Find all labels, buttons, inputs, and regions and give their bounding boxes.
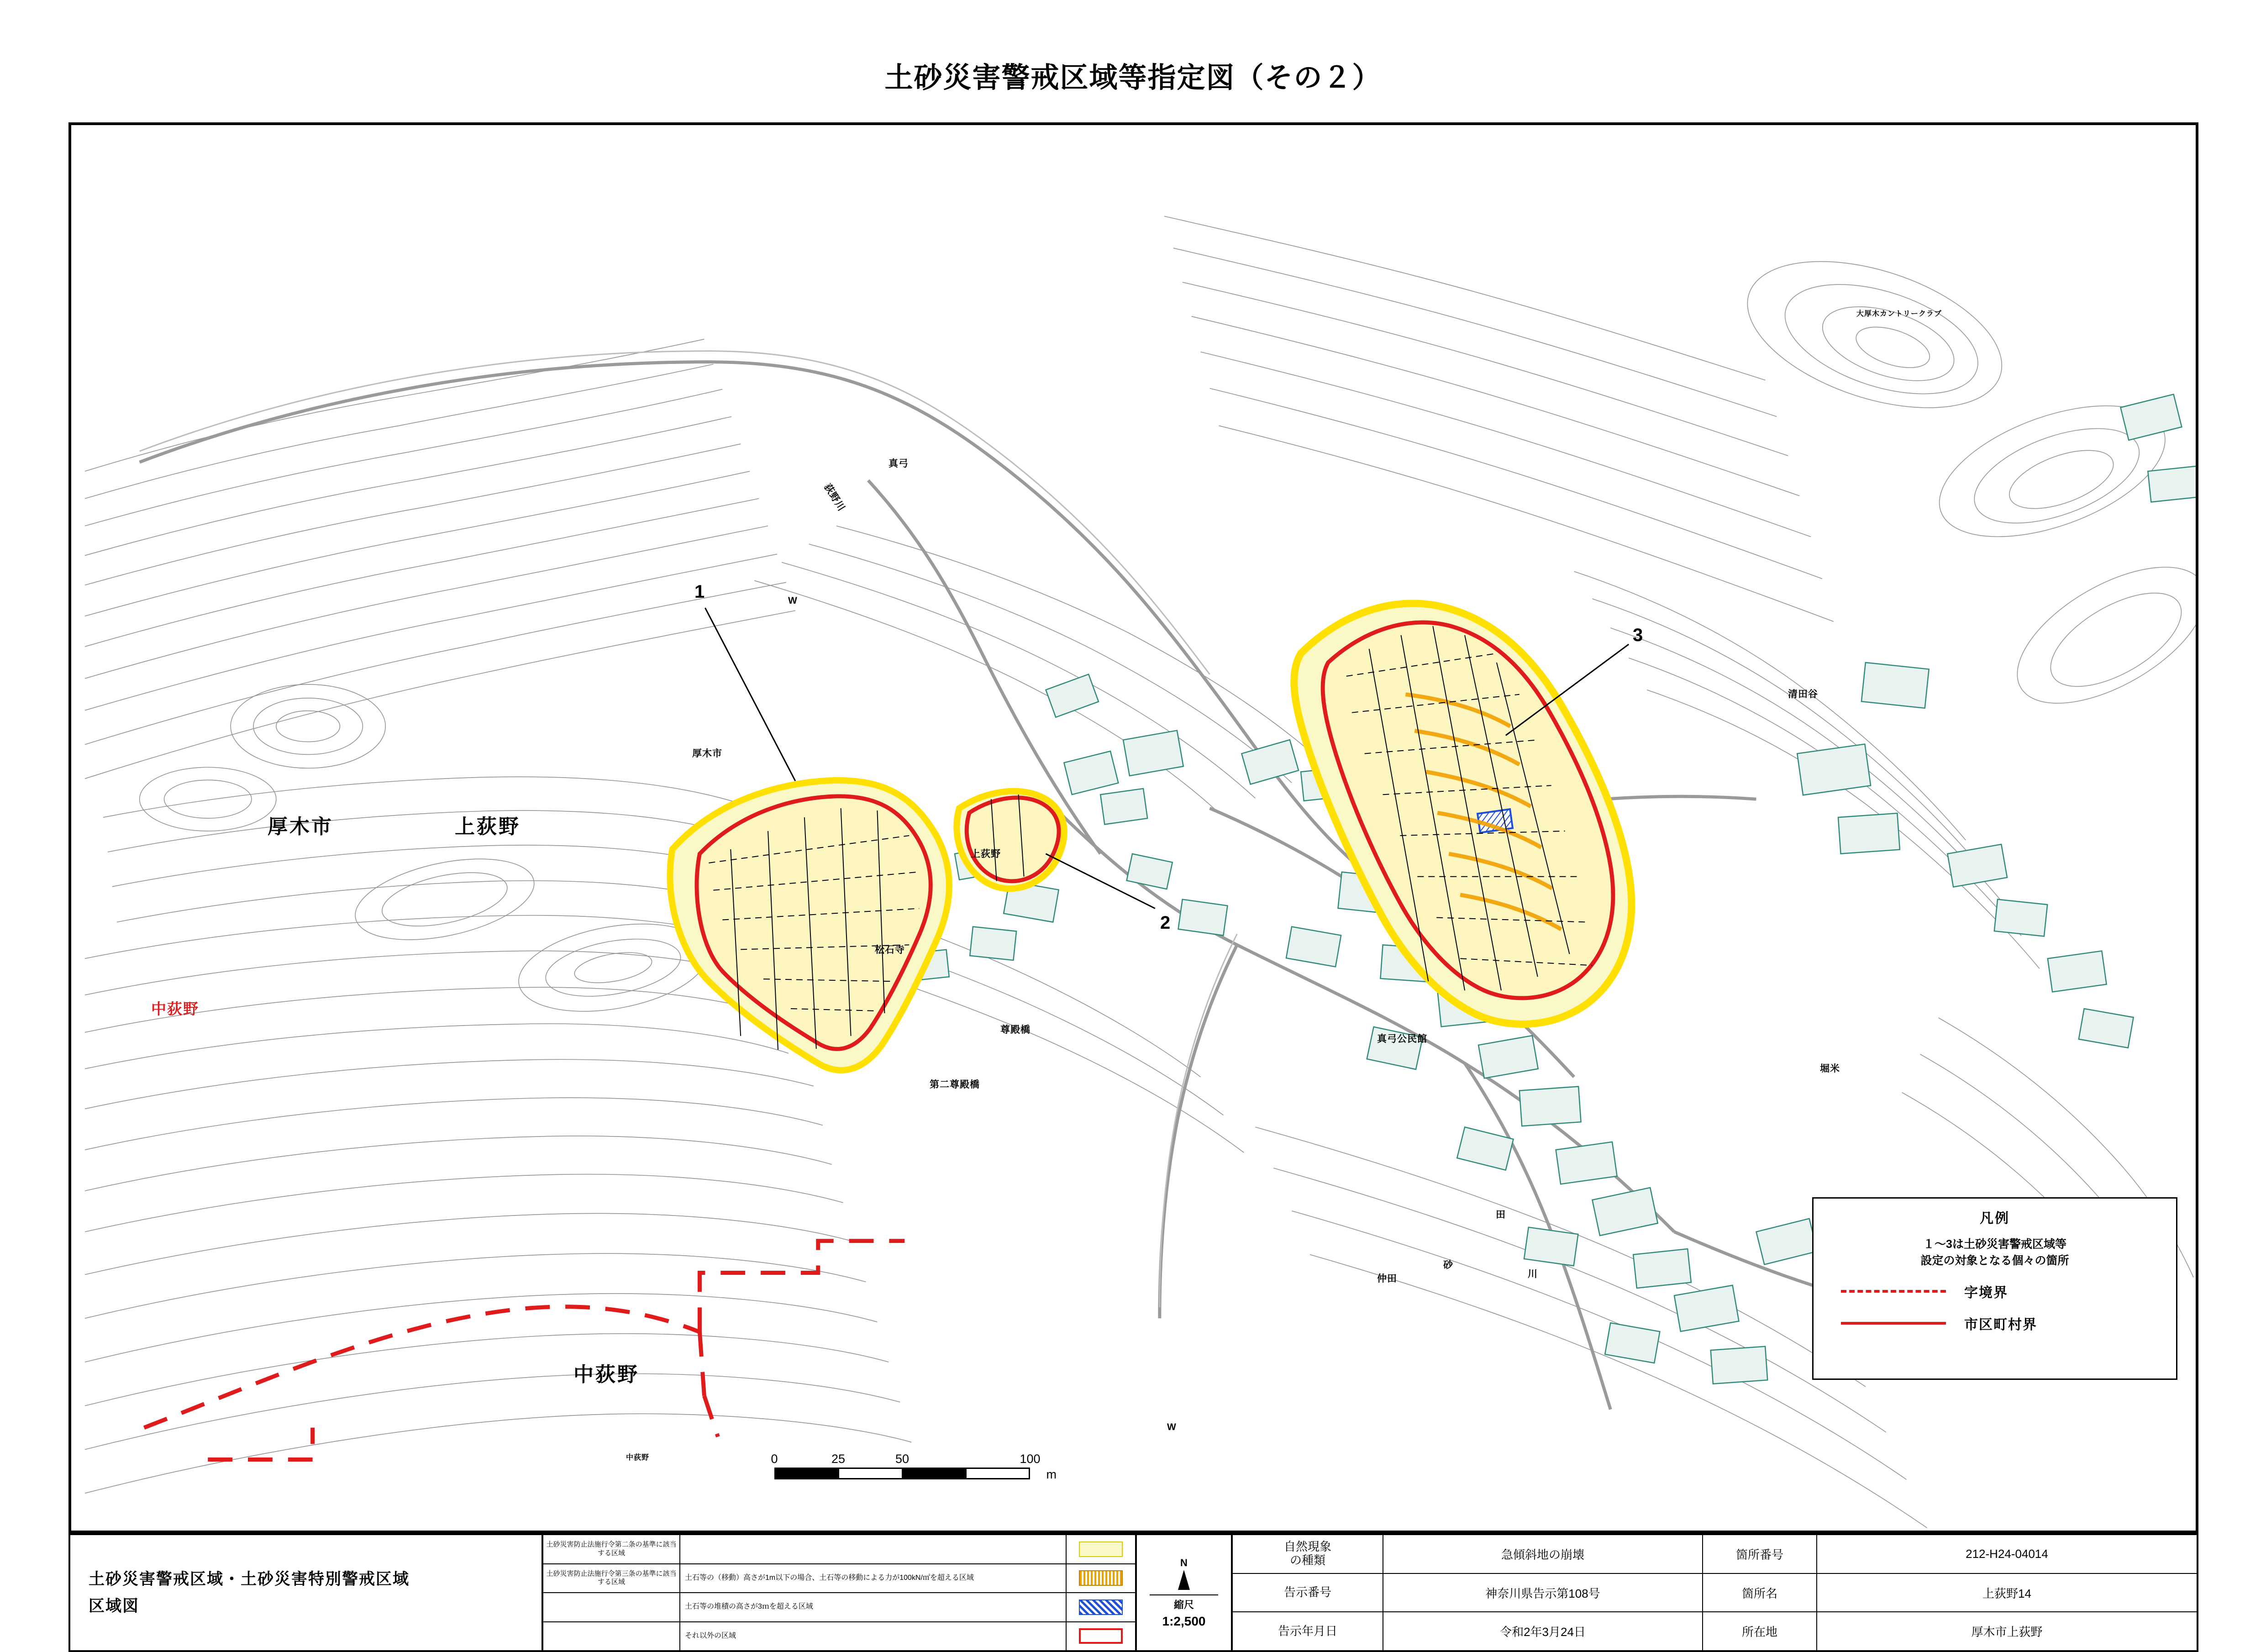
legend-note-line1: １～3は土砂災害警戒区域等 <box>1923 1238 2066 1251</box>
metadata-key-2: 箇所番号 <box>1703 1535 1817 1573</box>
callout-1: 1 <box>694 582 705 602</box>
scale-tick: 0 <box>771 1452 778 1466</box>
map-label-atsugi-small: 厚木市 <box>692 748 722 759</box>
scale-value: 1:2,500 <box>1162 1614 1206 1628</box>
legend-item-label: 字境界 <box>1964 1285 2008 1300</box>
map-label-nakada: 仲田 <box>1377 1273 1397 1284</box>
classification-description: 土石等の堆積の高さが3ｍを超える区域 <box>680 1593 1067 1621</box>
map-label-kamiogino: 上荻野 <box>455 815 520 838</box>
divider <box>1150 1594 1218 1595</box>
map-label-horigome: 堀米 <box>1820 1063 1840 1074</box>
swatch-blue-icon <box>1079 1599 1123 1615</box>
classification-swatch-cell <box>1067 1564 1135 1593</box>
metadata-value: 令和2年3月24日 <box>1383 1612 1703 1650</box>
classification-description <box>680 1535 1067 1563</box>
classification-criteria <box>543 1593 680 1621</box>
legend-item-label: 市区町村界 <box>1964 1317 2037 1332</box>
map-label-kamiogino-small: 上荻野 <box>971 849 1001 859</box>
metadata-row <box>1233 1535 2197 1574</box>
scale-unit: m <box>1046 1468 1057 1481</box>
scale-bar <box>771 1452 1057 1481</box>
map-type-line1: 土砂災害警戒区域・土砂災害特別警戒区域 <box>89 1570 410 1588</box>
hazard-zone-1 <box>670 780 949 1070</box>
map-label-matsuishiji: 松石寺 <box>875 945 905 955</box>
classification-criteria: 土砂災害防止法施行令第三条の基準に該当する区域 <box>543 1564 680 1593</box>
map-canvas <box>71 125 2196 1531</box>
classification-criteria <box>543 1622 680 1651</box>
map-label-sondenbashi: 尊殿橋 <box>1000 1025 1030 1035</box>
scale-segment <box>839 1469 903 1478</box>
swatch-orange-icon <box>1079 1570 1123 1586</box>
classification-criteria: 土砂災害防止法施行令第二条の基準に該当する区域 <box>543 1535 680 1563</box>
scale-segment <box>776 1469 839 1478</box>
scale-tick: 100 <box>1020 1452 1041 1466</box>
north-label: N <box>1180 1557 1188 1568</box>
swatch-yellow-icon <box>1079 1542 1123 1557</box>
legend-title: 凡例 <box>1980 1211 2010 1226</box>
map-label-nakaogino-big: 中荻野 <box>573 1363 639 1386</box>
dashed-line-icon <box>1841 1290 1946 1293</box>
hazard-zone-2 <box>957 791 1064 889</box>
metadata-key: 自然現象 の種類 <box>1233 1535 1383 1573</box>
classification-swatch-cell <box>1067 1593 1135 1621</box>
legend-note-line2: 設定の対象となる個々の箇所 <box>1920 1254 2069 1268</box>
map-label-nakaogino-red: 中荻野 <box>151 1000 199 1017</box>
map-label-mayumi-kominkan: 真弓公民館 <box>1377 1034 1427 1044</box>
map-label-mayumi: 真弓 <box>889 458 909 469</box>
legend-item-municipal-boundary <box>1814 1313 2176 1333</box>
metadata-value-2: 212-H24-04014 <box>1966 1547 2048 1561</box>
metadata-value: 急傾斜地の崩壊 <box>1383 1535 1703 1573</box>
scale-tick: 25 <box>831 1452 846 1466</box>
scale-label: 縮尺 <box>1173 1599 1194 1610</box>
north-and-scale-block <box>1137 1533 1233 1652</box>
classification-description: それ以外の区域 <box>680 1622 1067 1651</box>
classification-row <box>543 1593 1135 1622</box>
metadata-key: 告示年月日 <box>1233 1612 1383 1650</box>
map-label-daini-sondenbashi: 第二尊殿橋 <box>930 1079 980 1090</box>
map-type-line2: 区域図 <box>89 1597 140 1615</box>
classification-description: 土石等の（移動）高さが1m以下の場合、土石等の移動による力が100kN/㎡を超える区域 <box>680 1564 1067 1593</box>
metadata-value-2: 上荻野14 <box>1982 1586 2031 1600</box>
scale-segment <box>967 1469 1029 1478</box>
metadata-table <box>1233 1533 2198 1652</box>
map-label-golf-club: 大厚木カントリークラブ <box>1856 310 1942 318</box>
legend-item-aza-boundary <box>1814 1281 2176 1301</box>
legend-box <box>1812 1197 2177 1380</box>
metadata-key: 告示番号 <box>1233 1574 1383 1612</box>
scale-segment <box>903 1469 967 1478</box>
classification-table <box>543 1533 1137 1652</box>
map-label-atsugi-city: 厚木市 <box>268 815 333 838</box>
scale-bar-ticks <box>771 1452 1041 1468</box>
classification-row <box>543 1564 1135 1594</box>
map-label-w-north: W <box>788 595 798 606</box>
classification-row <box>543 1535 1135 1564</box>
legend-note <box>1814 1236 2176 1269</box>
map-label-kiyotadani: 清田谷 <box>1788 689 1818 700</box>
swatch-red-icon <box>1079 1628 1123 1644</box>
hazard-zone-3 <box>1294 603 1631 1024</box>
callout-3: 3 <box>1633 625 1643 645</box>
metadata-key-2: 所在地 <box>1703 1612 1817 1650</box>
page-title: 土砂災害警戒区域等指定図（その２） <box>884 62 1382 94</box>
scale-bar-segments <box>774 1468 1030 1479</box>
north-arrow-icon <box>1178 1570 1190 1590</box>
map-label-nakaogino-small: 中荻野 <box>626 1454 650 1462</box>
classification-swatch-cell <box>1067 1622 1135 1651</box>
metadata-value-2: 厚木市上荻野 <box>1971 1625 2043 1639</box>
map-label-suna: 砂 <box>1443 1260 1453 1270</box>
classification-swatch-cell <box>1067 1535 1135 1563</box>
info-strip <box>68 1533 2198 1652</box>
map-label-ogino-river: 荻野川 <box>822 482 847 513</box>
metadata-key-2: 箇所名 <box>1703 1574 1817 1612</box>
solid-line-icon <box>1841 1322 1946 1325</box>
metadata-row <box>1233 1612 2197 1650</box>
classification-row <box>543 1622 1135 1651</box>
callout-2: 2 <box>1160 913 1171 933</box>
map-label-w-south: W <box>1167 1422 1177 1432</box>
metadata-row <box>1233 1574 2197 1613</box>
map-type-title <box>68 1533 543 1652</box>
map-frame <box>68 122 2198 1533</box>
map-label-ta: 田 <box>1496 1210 1506 1220</box>
scale-tick: 50 <box>895 1452 910 1466</box>
metadata-value: 神奈川県告示第108号 <box>1383 1574 1703 1612</box>
map-label-kawa: 川 <box>1528 1269 1538 1279</box>
